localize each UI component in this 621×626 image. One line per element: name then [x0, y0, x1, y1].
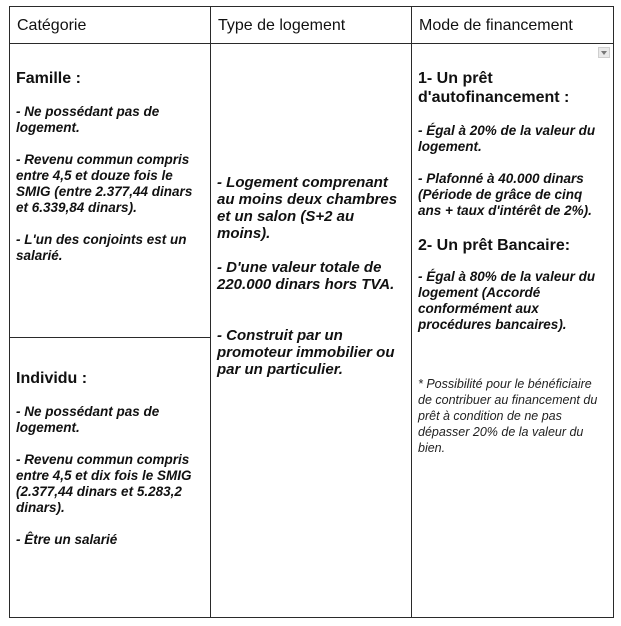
cell-individu	[10, 369, 210, 548]
logement-item: - Construit par un promoteur immobilier ou par un particulier.	[217, 327, 395, 378]
financing-table	[9, 6, 614, 618]
famille-item: - Revenu commun compris entre 4,5 et douze fois le SMIG (entre 2.377,44 dinars et 6.339,84 dinars).	[16, 152, 193, 215]
financement-note: * Possibilité pour le bénéficiaire de contribuer au financement du prêt à condition de ne pas dépasser 20% de la valeur du bien.	[418, 377, 598, 455]
logement-item: - D'une valeur totale de 220.000 dinars hors TVA.	[217, 259, 395, 293]
pret1-title: 1- Un prêt d'autofinancement :	[418, 70, 570, 106]
header-type-logement: Type de logement	[211, 7, 412, 44]
header-categorie: Catégorie	[10, 7, 211, 44]
famille-title: Famille :	[16, 70, 81, 87]
famille-item: - L'un des conjoints est un salarié.	[16, 232, 187, 263]
cell-famille	[10, 69, 210, 264]
individu-item: - Être un salarié	[16, 532, 118, 547]
pret1-item: - Égal à 20% de la valeur du logement.	[418, 123, 596, 154]
individu-title: Individu :	[16, 370, 88, 387]
header-mode-financement: Mode de financement	[412, 7, 613, 44]
famille-item: - Ne possédant pas de logement.	[16, 104, 160, 135]
logement-item: - Logement comprenant au moins deux chambres et un salon (S+2 au moins).	[217, 174, 398, 242]
row-divider	[10, 337, 211, 338]
individu-item: - Revenu commun compris entre 4,5 et dix fois le SMIG (2.377,44 dinars et 5.283,2 dinars).	[16, 452, 192, 515]
pret1-item: - Plafonné à 40.000 dinars (Période de grâce de cinq ans + taux d'intérêt de 2%).	[418, 171, 592, 218]
dropdown-arrow-icon[interactable]	[598, 47, 610, 58]
pret2-title: 2- Un prêt Bancaire:	[418, 237, 571, 254]
pret2-item: - Égal à 80% de la valeur du logement (Accordé conformément aux procédures bancaires).	[418, 269, 596, 332]
cell-type-logement	[211, 174, 411, 378]
cell-mode-financement	[412, 69, 614, 456]
individu-item: - Ne possédant pas de logement.	[16, 404, 160, 435]
